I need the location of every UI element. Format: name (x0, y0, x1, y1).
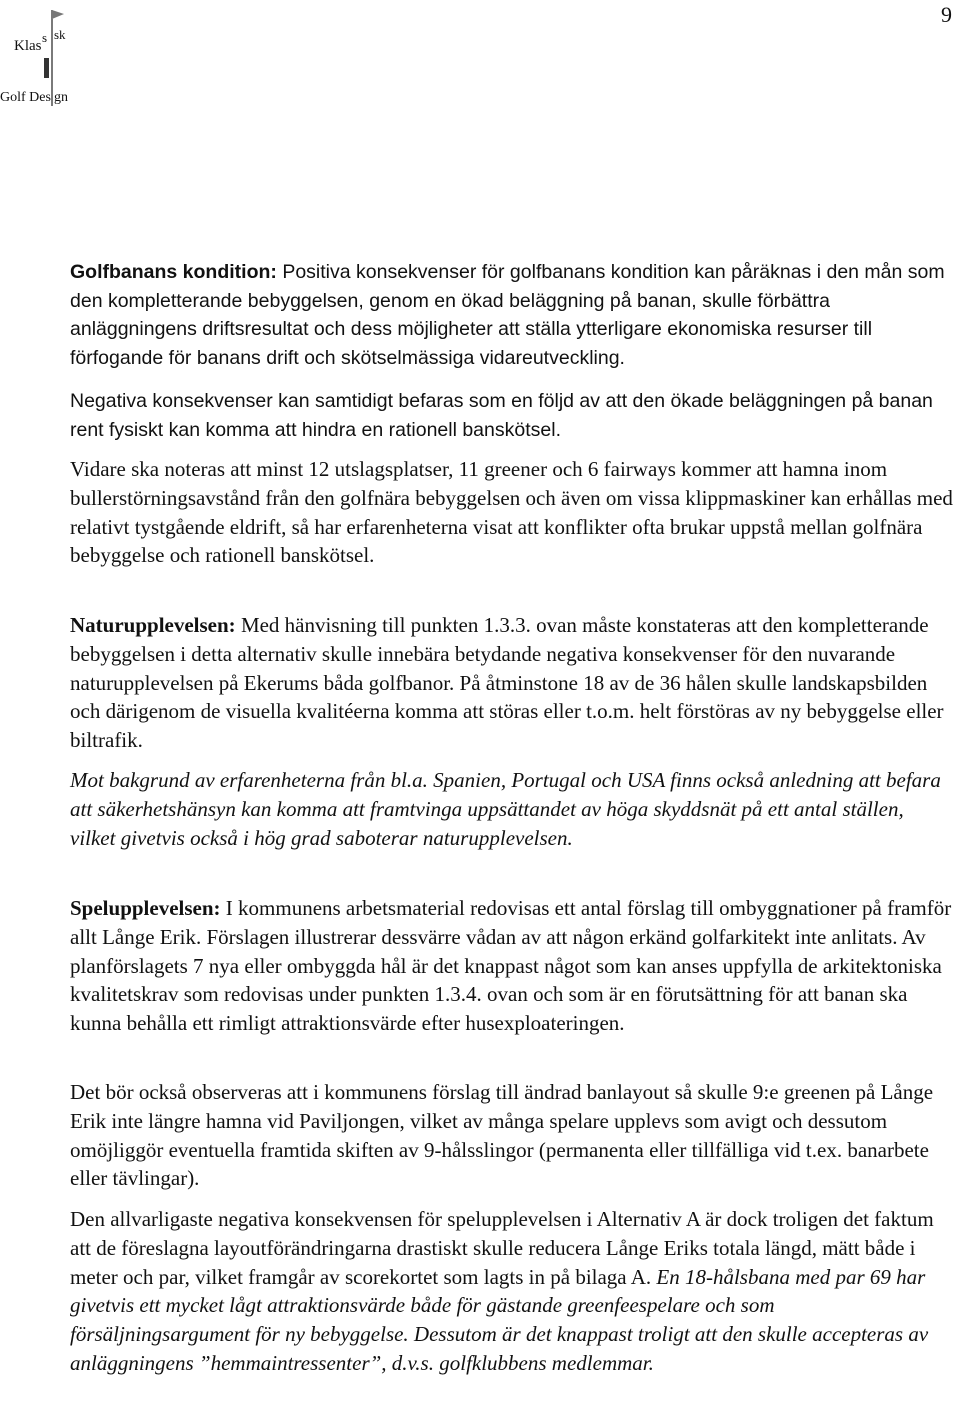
paragraph-naturupplevelsen (70, 611, 954, 755)
paragraph-negativa-konsekvenser: Negativa konsekvenser kan samtidigt befaras som en följd av att den ökade beläggningen på banan rent fysiskt kan komma att hindra en rationell banskötsel. (70, 390, 933, 441)
paragraph-text: I kommunens arbetsmaterial redovisas ett antal förslag till ombyggnationer på framför allt Långe Erik. Förslagen illustrerar dessvärre vådan av att någon erkänd golfarkitekt inte anlitats. Av planförslagets 7 nya eller ombyggda hål är det knappast något som kan anses uppfylla de arkitektoniska kvalitetskrav som redovisas under punkten 1.3.4. ovan och som är en förutsättning för att banan ska kunna behålla ett rimligt attraktionsvärde efter husexploateringen. (70, 896, 952, 1036)
paragraph-9e-greenen: Det bör också observeras att i kommunens förslag till ändrad banlayout så skulle 9:e greenen på Långe Erik inte längre hamna vid Paviljongen, vilket av många spelare upplevs som avigt och dessutom omöjliggör eventuella framtida skiften av 9-hålsslingor (permanenta eller tillfälliga vid t.ex. banarbete eller tävlingar). (70, 1080, 934, 1191)
paragraph-text: Med hänvisning till punkten 1.3.3. ovan måste konstateras att den kompletterande bebyggelsen i detta alternativ skulle innebära betydande negativa konsekvenser för den nuvarande naturupplevelsen på Ekerums båda golfbanor. På åtminstone 18 av de 36 hålen skulle landskapsbilden och därigenom de visuella kvalitéerna komma att störas eller t.o.m. helt förstöras av ny bebyggelse eller biltrafik. (70, 613, 944, 753)
svg-text:sk: sk (54, 27, 66, 42)
paragraph-italic-text: En 18-hålsbana med par 69 har givetvis ett mycket lågt attraktionsvärde både för gästande greenfeespelare och som försäljningsargument för ny bebyggelse. Dessutom är det knappast troligt att den skulle accepteras av anläggningens ”hemmaintressenter”, d.v.s. golfklubbens medlemmar. (70, 1264, 929, 1375)
paragraph-skyddsnat: Mot bakgrund av erfarenheterna från bl.a. Spanien, Portugal och USA finns också anledning att befara att säkerhetshänsyn kan komma att framtvinga uppsättandet av höga skyddsnät på ett antal ställen, vilket givetvis också i hög grad saboterar naturupplevelsen. (70, 768, 941, 850)
svg-text:gn: gn (54, 90, 68, 105)
klassisk-golf-design-logo (0, 6, 72, 110)
svg-text:Golf Des: Golf Des (0, 90, 51, 105)
paragraph-golfbanans-kondition (70, 258, 954, 372)
paragraph-text: Positiva konsekvenser för golfbanans kondition kan påräknas i den mån som den kompletterande bebyggelsen, genom en ökad beläggning på banan, skulle förbättra anläggningens driftsresultat och dess möjligheter att ställa ytterligare ekonomiska resurser till förfogande för banans drift och skötselmässiga vidareutveckling. (70, 261, 945, 369)
paragraph-allvarligaste-konsekvens (70, 1205, 954, 1378)
paragraph-buller: Vidare ska noteras att minst 12 utslagsplatser, 11 greener och 6 fairways kommer att hamna inom bullerstörningsavstånd från den golfnära bebyggelsen och även om vissa klippmaskiner kan erhållas med relativt tystgående eldrift, så har erfarenheterna visat att konflikter ofta brukar uppstå mellan golfnära bebyggelse och rationell banskötsel. (70, 457, 953, 568)
heading-golfbanans-kondition: Golfbanans kondition: (70, 261, 277, 283)
svg-text:s: s (42, 30, 48, 45)
paragraph-text: Den allvarligaste negativa konsekvensen för spelupplevelsen i Alternativ A är dock troligen det faktum att de föreslagna layoutförändringarna drastiskt skulle reducera Långe Eriks totala längd, mätt både i meter och par, vilket framgår av scorekortet som lagts in på bilaga A. (70, 1207, 934, 1289)
paragraph-spelupplevelsen (70, 894, 954, 1038)
svg-text:Klas: Klas (14, 38, 42, 54)
page-number: 9 (941, 2, 952, 27)
heading-naturupplevelsen: Naturupplevelsen: (70, 613, 236, 637)
heading-spelupplevelsen: Spelupplevelsen: (70, 896, 221, 920)
